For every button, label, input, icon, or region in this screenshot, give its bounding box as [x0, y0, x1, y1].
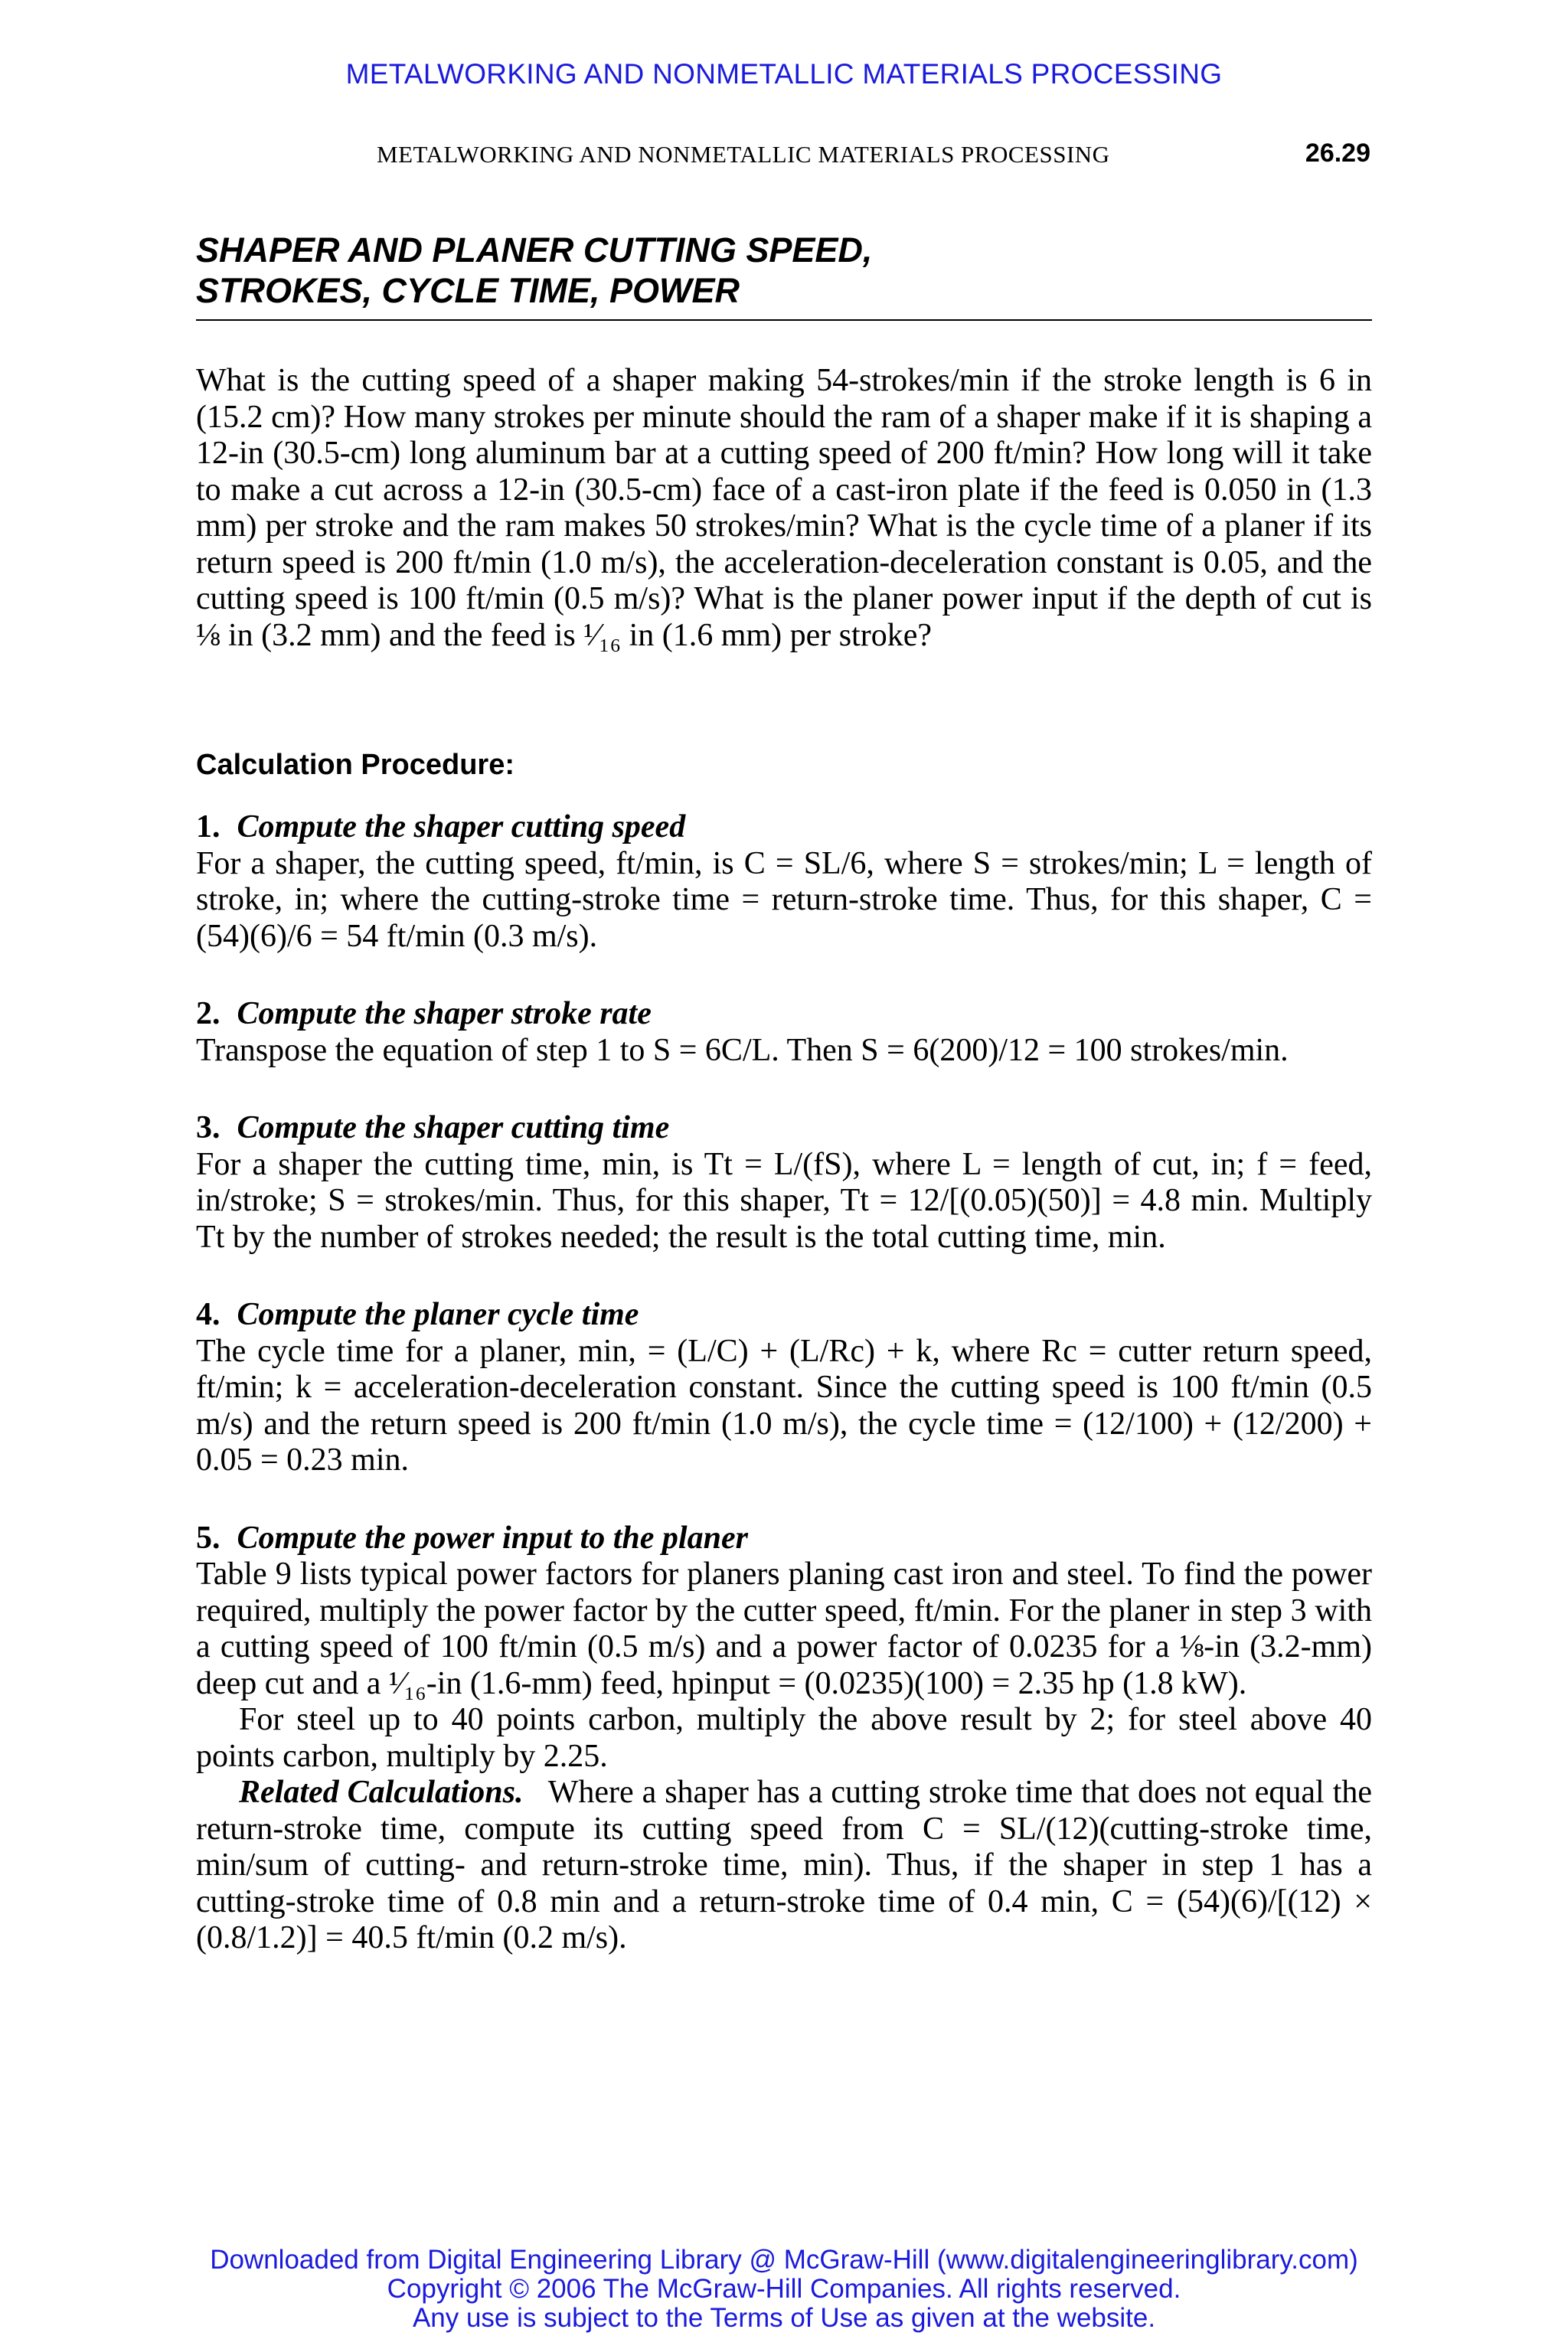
step-text: Table 9 lists typical power factors for planers planing cast iron and steel. To find the power required, multiply the power factor by the cutter speed, ft/min. For the planer in step 3 with a cutting speed of 100 ft/min (0.5 m/s) and a power factor of 0.0235 for a ⅛-in (3.2-mm) deep cut and a ¹⁄₁₆-in (1.6-mm) feed, hpinput = (0.0235)(100) = 2.35 hp (1.8 kW). [196, 1557, 1372, 1701]
step-4 [196, 1297, 1372, 1479]
page-number: 26.29 [1305, 139, 1370, 168]
article-body [196, 363, 1372, 1957]
related-calculations-paragraph [196, 1775, 1372, 1957]
step-number: 4. [196, 1297, 220, 1332]
step-number: 3. [196, 1110, 220, 1145]
step-text: For a shaper the cutting time, min, is Tt = L/(fS), where L = length of cut, in; f = feed, in/stroke; S = strokes/min. Thus, for this shaper, Tt = 12/[(0.05)(50)] = 4.8 min. Multiply Tt by the number of strokes needed; the result is the total cutting time, min. [196, 1146, 1372, 1255]
step-number: 5. [196, 1520, 220, 1556]
step-number: 1. [196, 809, 220, 844]
step-title: Compute the shaper cutting time [237, 1110, 670, 1145]
step-2 [196, 996, 1372, 1069]
related-calculations-label: Related Calculations. [239, 1775, 524, 1810]
step-heading [196, 1297, 1372, 1334]
step-heading [196, 996, 1372, 1033]
step-text: For a shaper, the cutting speed, ft/min, is C = SL/6, where S = strokes/min; L = length of stroke, in; where the cutting-stroke time = return-stroke time. Thus, for this shaper, C = (54)(6)/6 = 54 ft/min (0.3 m/s). [196, 845, 1372, 954]
section-title [196, 230, 1372, 311]
step-1 [196, 809, 1372, 955]
step-3 [196, 1110, 1372, 1256]
footer-download-line: Downloaded from Digital Engineering Library @ McGraw-Hill (www.digitalengineeringlibrary.com) [210, 2245, 1358, 2275]
title-divider [196, 319, 1372, 321]
step-text: The cycle time for a planer, min, = (L/C) + (L/Rc) + k, where Rc = cutter return speed, ft/min; k = acceleration-deceleration constant. Since the cutting speed is 100 ft/min (0.5 m/s) and the return speed is 200 ft/min (1.0 m/s), the cycle time = (12/100) + (12/200) + 0.05 = 0.23 min. [196, 1333, 1372, 1478]
footer-copyright-line: Copyright © 2006 The McGraw-Hill Companies. All rights reserved. [387, 2274, 1181, 2304]
step-5 [196, 1521, 1372, 1957]
step-heading [196, 809, 1372, 846]
step-heading [196, 1521, 1372, 1557]
intro-paragraph: What is the cutting speed of a shaper making 54-strokes/min if the stroke length is 6 in (15.2 cm)? How many strokes per minute should the ram of a shaper make if it is shaping a 12-in (30.5-cm) long aluminum bar at a cutting speed of 200 ft/min? How long will it take to make a cut across a 12-in (30.5-cm) face of a cast-iron plate if the feed is 0.050 in (1.3 mm) per stroke and the ram makes 50 strokes/min? What is the cycle time of a planer if its return speed is 200 ft/min (1.0 m/s), the acceleration-deceleration constant is 0.05, and the cutting speed is 100 ft/min (0.5 m/s)? What is the planer power input if the depth of cut is ⅛ in (3.2 mm) and the feed is ¹⁄₁₆ in (1.6 mm) per stroke? [196, 363, 1372, 653]
step-heading [196, 1110, 1372, 1147]
footer-terms-line: Any use is subject to the Terms of Use as given at the website. [412, 2303, 1156, 2333]
step-title: Compute the planer cycle time [237, 1297, 639, 1332]
step-text: Transpose the equation of step 1 to S = 6C/L. Then S = 6(200)/12 = 100 strokes/min. [196, 1032, 1289, 1068]
running-head: METALWORKING AND NONMETALLIC MATERIALS PROCESSING [377, 141, 1110, 168]
download-footer [0, 2246, 1568, 2333]
steel-note-paragraph: For steel up to 40 points carbon, multiply the above result by 2; for steel above 40 points carbon, multiply by 2.25. [196, 1702, 1372, 1774]
page-banner: METALWORKING AND NONMETALLIC MATERIALS PROCESSING [345, 58, 1223, 90]
related-calculations-text: Where a shaper has a cutting stroke time that does not equal the return-stroke time, compute its cutting speed from C = SL/(12)(cutting-stroke time, min/sum of cutting- and return-stroke time, min). Thus, if the shaper in step 1 has a cutting-stroke time of 0.8 min and a return-stroke time of 0.4 min, C = (54)(6)/[(12) × (0.8/1.2)] = 40.5 ft/min (0.2 m/s). [196, 1775, 1373, 1955]
step-number: 2. [196, 996, 220, 1031]
calculation-procedure-heading: Calculation Procedure: [196, 749, 514, 781]
section-title-line-2: STROKES, CYCLE TIME, POWER [196, 271, 740, 310]
step-title: Compute the shaper cutting speed [237, 809, 686, 844]
section-title-line-1: SHAPER AND PLANER CUTTING SPEED, [196, 230, 873, 270]
step-title: Compute the shaper stroke rate [237, 996, 652, 1031]
step-title: Compute the power input to the planer [237, 1520, 748, 1556]
